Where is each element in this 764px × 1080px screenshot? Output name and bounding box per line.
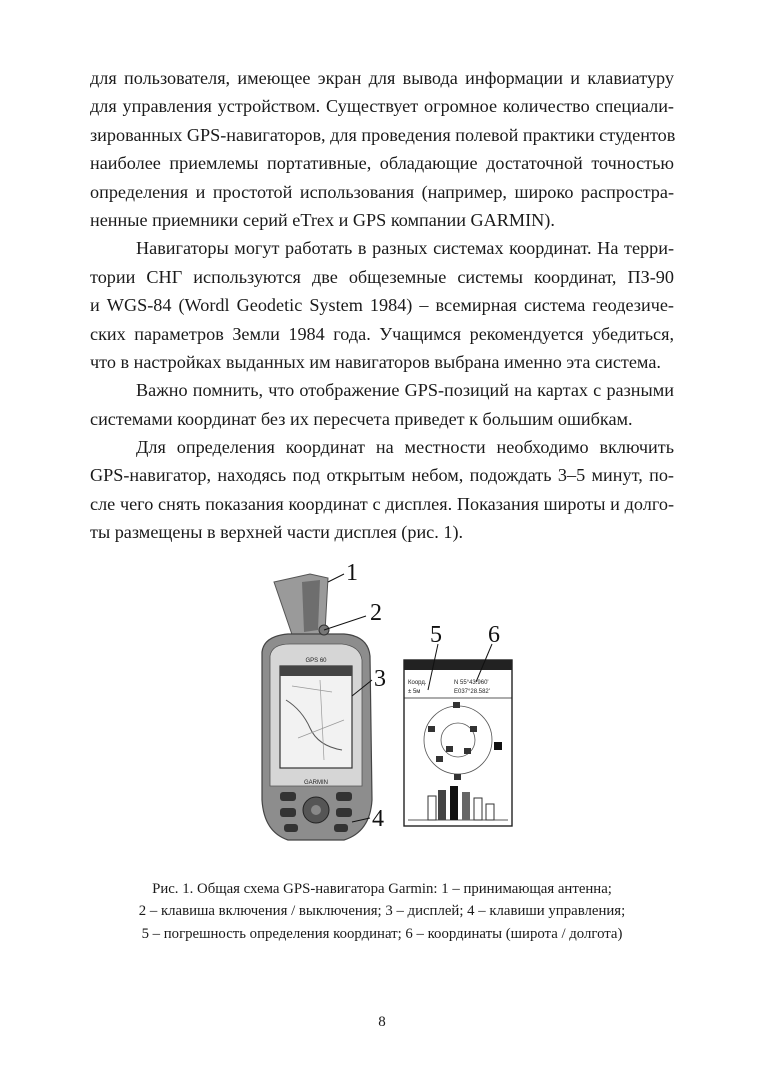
screen-longitude: E037°28.582' bbox=[454, 689, 490, 695]
key-icon bbox=[280, 808, 296, 817]
screen-left-label: Коорд. bbox=[408, 680, 427, 686]
gps-diagram bbox=[232, 560, 522, 860]
gps-navigator-figure bbox=[232, 560, 522, 860]
label-1: 1 bbox=[346, 560, 358, 586]
rocker-center-icon bbox=[311, 805, 321, 815]
text-line: что в настройках выданных им навигаторов выбрана именно эта система. bbox=[90, 351, 661, 372]
satellite-icon bbox=[464, 748, 471, 754]
key-icon bbox=[284, 824, 298, 832]
body-text bbox=[90, 64, 674, 547]
satellite-header-icon bbox=[404, 660, 512, 670]
callout-line bbox=[324, 616, 366, 630]
screen-latitude: N 55°43.960' bbox=[454, 680, 489, 686]
paragraph-4 bbox=[90, 433, 674, 547]
text-line: и WGS-84 (Wordl Geodetic System 1984) – всемирная система геодезиче- bbox=[90, 295, 674, 316]
caption-line: Рис. 1. Общая схема GPS-навигатора Garmin: 1 – принимающая антенна; bbox=[152, 881, 612, 897]
paragraph-1 bbox=[90, 64, 674, 234]
text-line: Навигаторы могут работать в разных системах координат. На терри- bbox=[136, 238, 674, 259]
device-brand-text: GARMIN bbox=[304, 780, 328, 786]
screen-accuracy: ± 5м bbox=[408, 689, 421, 695]
signal-bar-icon bbox=[462, 792, 470, 820]
paragraph-3 bbox=[90, 376, 674, 433]
signal-bar-icon bbox=[450, 786, 458, 820]
label-6: 6 bbox=[488, 622, 500, 648]
text-line: ненные приемники серий eTrex и GPS компании GARMIN). bbox=[90, 209, 555, 230]
text-line: Для определения координат на местности необходимо включить bbox=[136, 437, 674, 458]
label-2: 2 bbox=[370, 600, 382, 626]
text-line: Важно помнить, что отображение GPS-позиций на картах с разными bbox=[136, 380, 674, 401]
text-line: системами координат без их пересчета приведет к большим ошибкам. bbox=[90, 408, 633, 429]
key-icon bbox=[280, 792, 296, 801]
page-number: 8 bbox=[378, 1014, 386, 1030]
text-line: для пользователя, имеющее экран для вывода информации и клавиатуру bbox=[90, 68, 674, 88]
caption-line: 5 – погрешность определения координат; 6 – координаты (широта / долгота) bbox=[141, 925, 623, 942]
text-line: ты размещены в верхней части дисплея (рис. 1). bbox=[90, 522, 464, 543]
satellite-icon bbox=[428, 726, 435, 732]
satellite-icon bbox=[446, 746, 453, 752]
key-icon bbox=[334, 824, 348, 832]
satellite-icon bbox=[494, 742, 502, 750]
text-line: определения и простотой использования (например, широко распростра- bbox=[90, 181, 674, 202]
key-icon bbox=[336, 792, 352, 801]
paragraph-2 bbox=[90, 234, 674, 376]
device-screen-icon bbox=[280, 666, 352, 768]
screen-header-icon bbox=[280, 666, 352, 676]
device-model-text: GPS 60 bbox=[305, 658, 327, 664]
text-line: сле чего снять показания координат с дисплея. Показания широты и долго- bbox=[90, 493, 674, 514]
text-line: для управления устройством. Существует огромное количество специали- bbox=[90, 96, 674, 117]
satellite-icon bbox=[454, 774, 461, 780]
text-line: наиболее приемлемы портативные, обладающие достаточной точностью bbox=[90, 153, 674, 174]
satellite-icon bbox=[436, 756, 443, 762]
text-line: ских параметров Земли 1984 года. Учащимся рекомендуется убедиться, bbox=[90, 323, 674, 344]
text-line: тории СНГ используются две общеземные системы координат, ПЗ-90 bbox=[90, 266, 674, 287]
antenna-label-icon bbox=[302, 580, 320, 632]
figure-caption bbox=[0, 878, 764, 945]
text-line: зированных GPS-навигаторов, для проведения полевой практики студентов bbox=[90, 124, 676, 145]
label-3: 3 bbox=[374, 666, 386, 692]
callout-line bbox=[328, 574, 344, 582]
satellite-icon bbox=[453, 702, 460, 708]
satellite-icon bbox=[470, 726, 477, 732]
label-5: 5 bbox=[430, 622, 442, 648]
signal-bar-icon bbox=[438, 790, 446, 820]
caption-line: 2 – клавиша включения / выключения; 3 – дисплей; 4 – клавиши управления; bbox=[138, 903, 626, 920]
key-icon bbox=[336, 808, 352, 817]
text-line: GPS-навигатор, находясь под открытым небом, подождать 3–5 минут, по- bbox=[90, 465, 674, 486]
label-4: 4 bbox=[372, 806, 384, 832]
